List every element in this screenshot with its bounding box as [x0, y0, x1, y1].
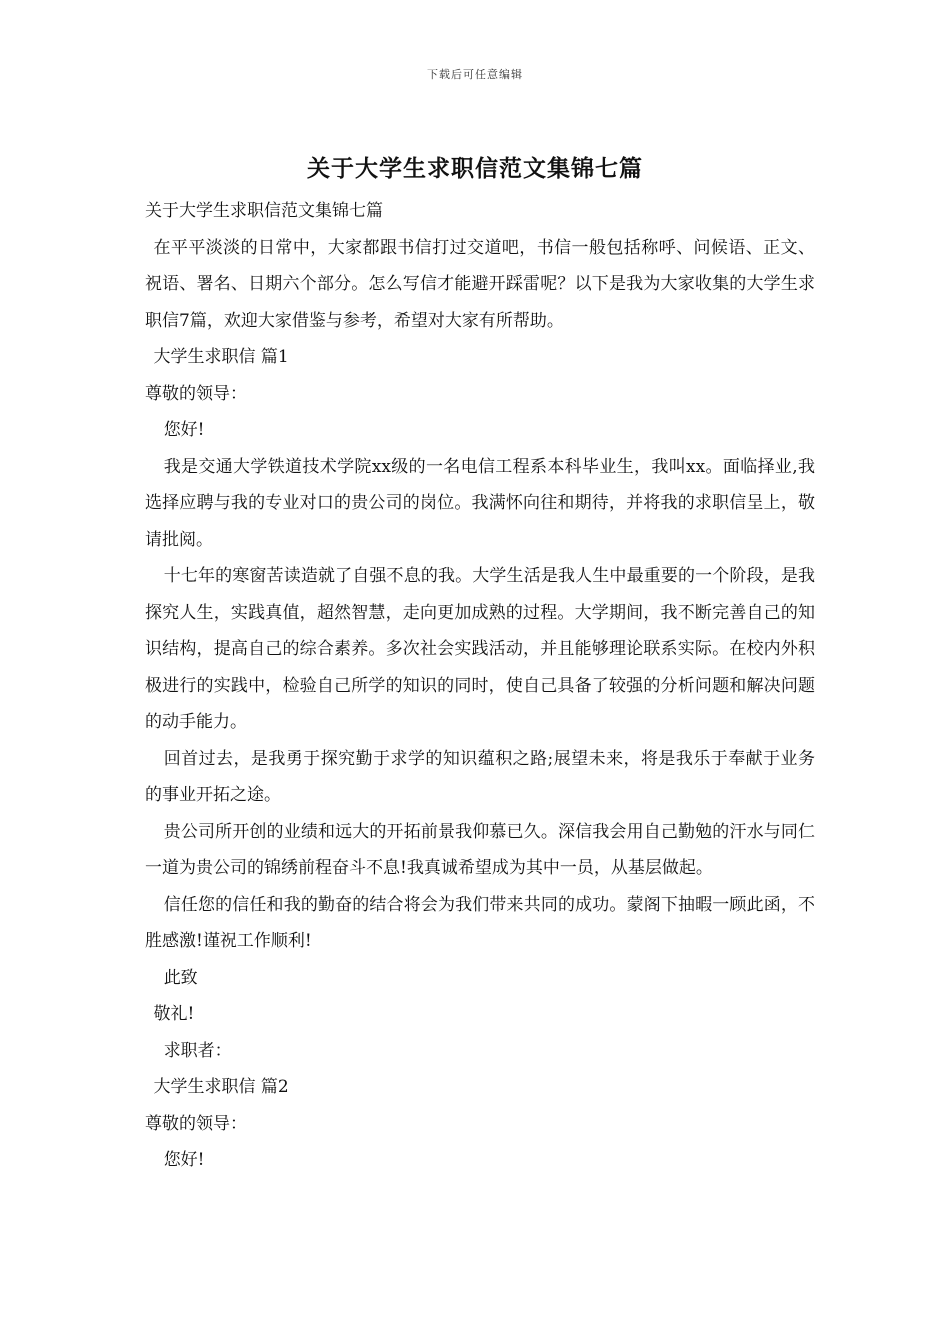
salutation: 尊敬的领导：	[145, 1113, 247, 1134]
document-title: 关于大学生求职信范文集锦七篇	[307, 155, 643, 182]
paragraph: 十七年的寒窗苦读造就了自强不息的我。大学生活是我人生中最重要的一个阶段，是我探究人生，实践真值，超然智慧，走向更加成熟的过程。大学期间，我不断完善自己的知识结构，提高自己的综合素养。多次社会实践活动，并且能够理论联系实际。在校内外积极进行的实践中，检验自己所学的知识的同时，使自己具备了较强的分析问题和解决问题的动手能力。	[145, 566, 815, 732]
paragraph: 我是交通大学铁道技术学院xx级的一名电信工程系本科毕业生，我叫xx。面临择业,我选择应聘与我的专业对口的贵公司的岗位。我满怀向往和期待，并将我的求职信呈上，敬请批阅。	[145, 456, 815, 550]
paragraph: 信任您的信任和我的勤奋的结合将会为我们带来共同的成功。蒙阁下抽暇一顾此函，不胜感激!谨祝工作顺利!	[145, 894, 815, 951]
paragraph: 回首过去，是我勇于探究勤于求学的知识蕴积之路;展望未来，将是我乐于奉献于业务的事业开拓之途。	[145, 748, 815, 805]
paragraph: 在平平淡淡的日常中，大家都跟书信打过交道吧，书信一般包括称呼、问候语、正文、祝语、署名、日期六个部分。怎么写信才能避开踩雷呢？以下是我为大家收集的大学生求职信7篇，欢迎大家借鉴与参考，希望对大家有所帮助。	[145, 237, 815, 331]
header-note: 下载后可任意编辑	[427, 68, 523, 81]
section-heading: 大学生求职信 篇2	[153, 1077, 289, 1097]
signature: 求职者：	[163, 1040, 232, 1061]
greeting: 您好!	[163, 420, 205, 440]
closing: 此致	[163, 967, 198, 988]
closing: 敬礼!	[153, 1004, 195, 1024]
section-heading: 大学生求职信 篇1	[153, 347, 289, 367]
document-body	[145, 193, 815, 1179]
paragraph: 贵公司所开创的业绩和远大的开拓前景我仰慕已久。深信我会用自己勤勉的汗水与同仁一道为贵公司的锦绣前程奋斗不息!我真诚希望成为其中一员，从基层做起。	[145, 821, 815, 878]
greeting: 您好!	[163, 1150, 205, 1170]
paragraph: 关于大学生求职信范文集锦七篇	[145, 201, 383, 221]
salutation: 尊敬的领导：	[145, 383, 247, 404]
